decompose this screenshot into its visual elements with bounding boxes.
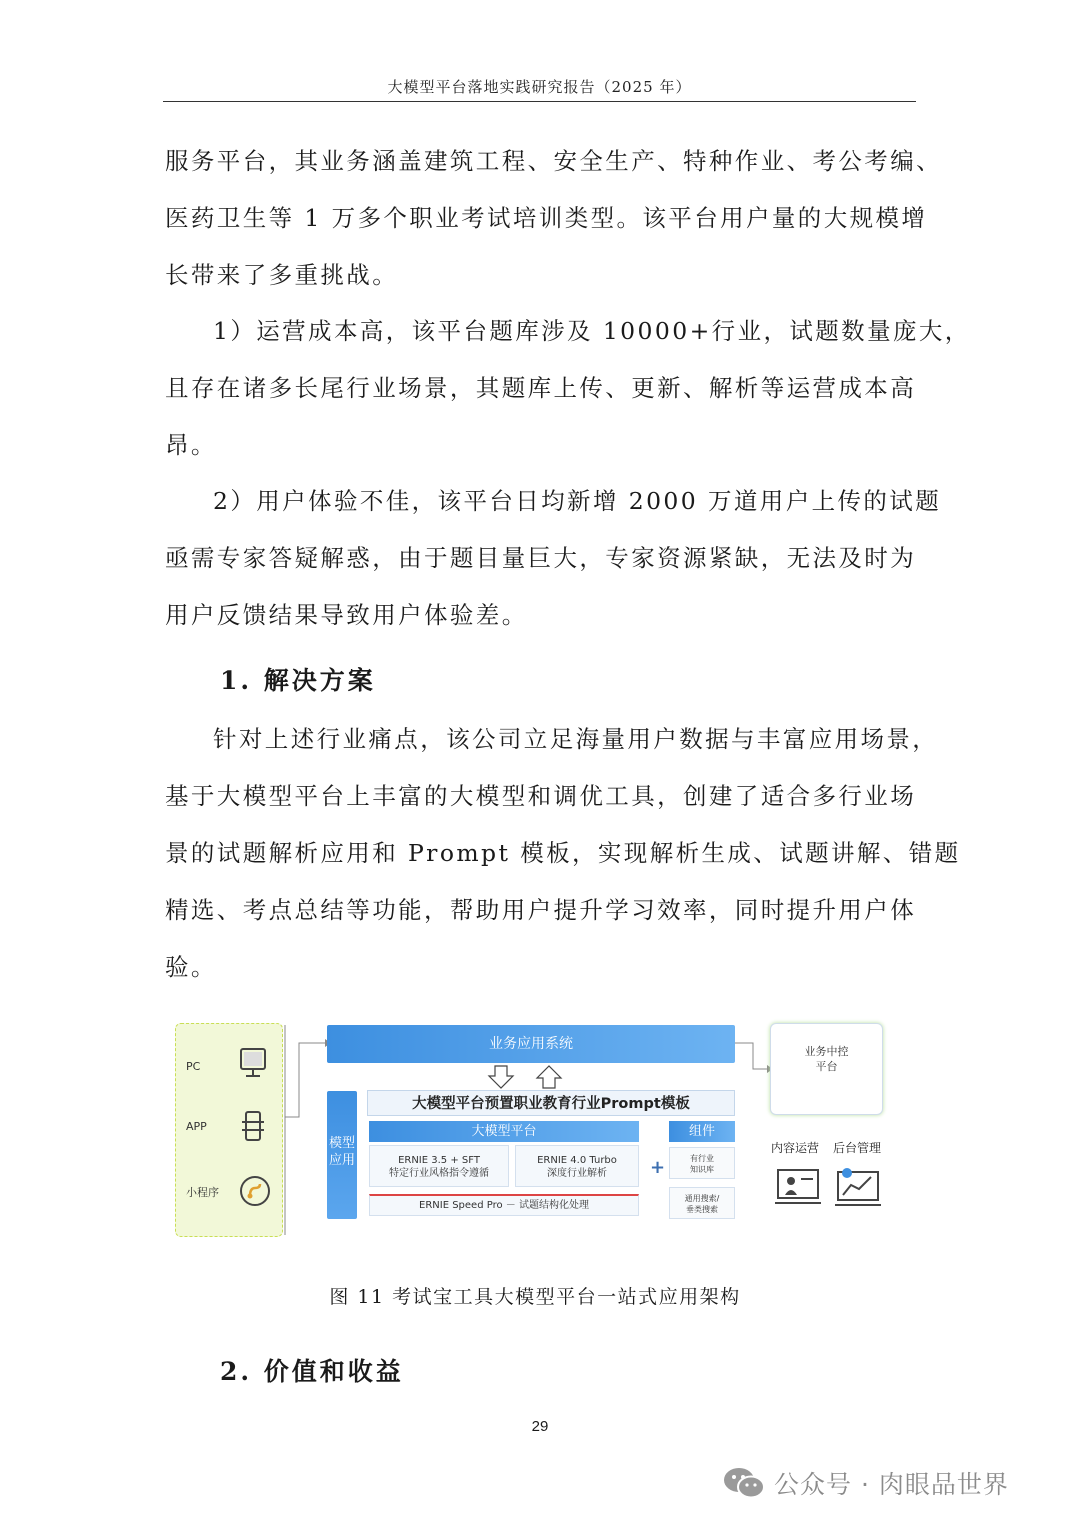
text-line: 1）运营成本高，该平台题库涉及 10000+行业，试题数量庞大， xyxy=(213,317,971,345)
paragraph-experience xyxy=(165,473,942,644)
wechat-icon xyxy=(722,1466,766,1500)
components-bar: 组件 xyxy=(669,1121,735,1142)
ernie-speed-pro-bar: ERNIE Speed Pro － 试题结构化处理 xyxy=(369,1194,639,1216)
figure-caption: 图 11 考试宝工具大模型平台一站式应用架构 xyxy=(329,1286,741,1308)
presentation-icon xyxy=(775,1167,821,1209)
ernie-40-desc: 深度行业解析 xyxy=(547,1168,607,1179)
text-line: 服务平台，其业务涵盖建筑工程、安全生产、特种作业、考公考编、 xyxy=(165,147,942,175)
watermark-text: 公众号 · 肉眼品世界 xyxy=(774,1470,1009,1499)
component-search-line2: 垂类搜索 xyxy=(686,1205,718,1214)
middle-platform-line2: 平台 xyxy=(815,1060,838,1073)
component-kb-line1: 有行业 xyxy=(690,1154,714,1163)
middle-platform-line1: 业务中控 xyxy=(804,1045,849,1058)
middle-platform-box xyxy=(770,1023,883,1115)
monitor-icon xyxy=(238,1046,268,1080)
component-search xyxy=(669,1187,735,1219)
text-line: 用户反馈结果导致用户体验差。 xyxy=(165,601,528,629)
text-line: 验。 xyxy=(165,953,217,981)
prompt-template-bar: 大模型平台预置职业教育行业Prompt模板 xyxy=(367,1090,735,1116)
sync-arrows-icon xyxy=(485,1064,565,1090)
wechat-watermark xyxy=(722,1463,1009,1503)
running-header: 大模型平台落地实践研究报告（2025 年） xyxy=(387,78,692,96)
page-number: 29 xyxy=(531,1418,549,1435)
component-knowledge-base xyxy=(669,1147,735,1179)
phone-icon xyxy=(238,1110,268,1144)
model-application-bar xyxy=(327,1091,357,1219)
client-label-pc: PC xyxy=(186,1060,201,1073)
paragraph-intro xyxy=(165,133,942,304)
section-heading-value: 2. 价值和收益 xyxy=(220,1357,404,1386)
model-app-line1: 模型 xyxy=(328,1136,355,1151)
ernie-35-title: ERNIE 3.5 + SFT xyxy=(398,1155,480,1166)
text-line: 基于大模型平台上丰富的大模型和调优工具，创建了适合多行业场 xyxy=(165,782,917,810)
ernie-40-title: ERNIE 4.0 Turbo xyxy=(537,1155,617,1166)
text-line: 2）用户体验不佳，该平台日均新增 2000 万道用户上传的试题 xyxy=(213,487,942,515)
model-app-line2: 应用 xyxy=(328,1153,355,1168)
ernie-35-box xyxy=(369,1145,509,1187)
text-line: 亟需专家答疑解惑，由于题目量巨大，专家资源紧缺，无法及时为 xyxy=(165,544,917,572)
component-kb-line2: 知识库 xyxy=(690,1165,714,1174)
paragraph-solution xyxy=(165,711,961,996)
text-line: 精选、考点总结等功能，帮助用户提升学习效率，同时提升用户体 xyxy=(165,896,917,924)
text-line: 且存在诸多长尾行业场景，其题库上传、更新、解析等运营成本高 xyxy=(165,374,917,402)
dashboard-chart-icon xyxy=(835,1167,881,1209)
ops-label-admin: 后台管理 xyxy=(833,1141,882,1155)
ernie-40-box xyxy=(515,1145,639,1187)
business-system-bar: 业务应用系统 xyxy=(327,1025,735,1063)
section-heading-solution: 1. 解决方案 xyxy=(220,666,376,695)
header-rule xyxy=(163,101,916,102)
client-label-miniprogram: 小程序 xyxy=(186,1186,219,1199)
ernie-35-desc: 特定行业风格指令遵循 xyxy=(389,1168,489,1179)
text-line: 长带来了多重挑战。 xyxy=(165,261,399,289)
text-line: 昂。 xyxy=(165,431,217,459)
client-label-app: APP xyxy=(186,1120,207,1133)
text-line: 针对上述行业痛点，该公司立足海量用户数据与丰富应用场景， xyxy=(213,725,939,753)
text-line: 医药卫生等 1 万多个职业考试培训类型。该平台用户量的大规模增 xyxy=(165,204,928,232)
component-search-line1: 通用搜索/ xyxy=(684,1194,720,1203)
text-line: 景的试题解析应用和 Prompt 模板，实现解析生成、试题讲解、错题 xyxy=(165,839,961,867)
mini-program-icon xyxy=(238,1174,272,1208)
platform-bar: 大模型平台 xyxy=(369,1121,639,1142)
client-panel xyxy=(175,1023,283,1237)
arrow-to-middle-platform xyxy=(735,1039,775,1075)
paragraph-cost xyxy=(165,303,971,474)
ops-label-content: 内容运营 xyxy=(771,1141,820,1155)
plus-icon: + xyxy=(650,1157,666,1178)
architecture-diagram xyxy=(167,1017,892,1245)
